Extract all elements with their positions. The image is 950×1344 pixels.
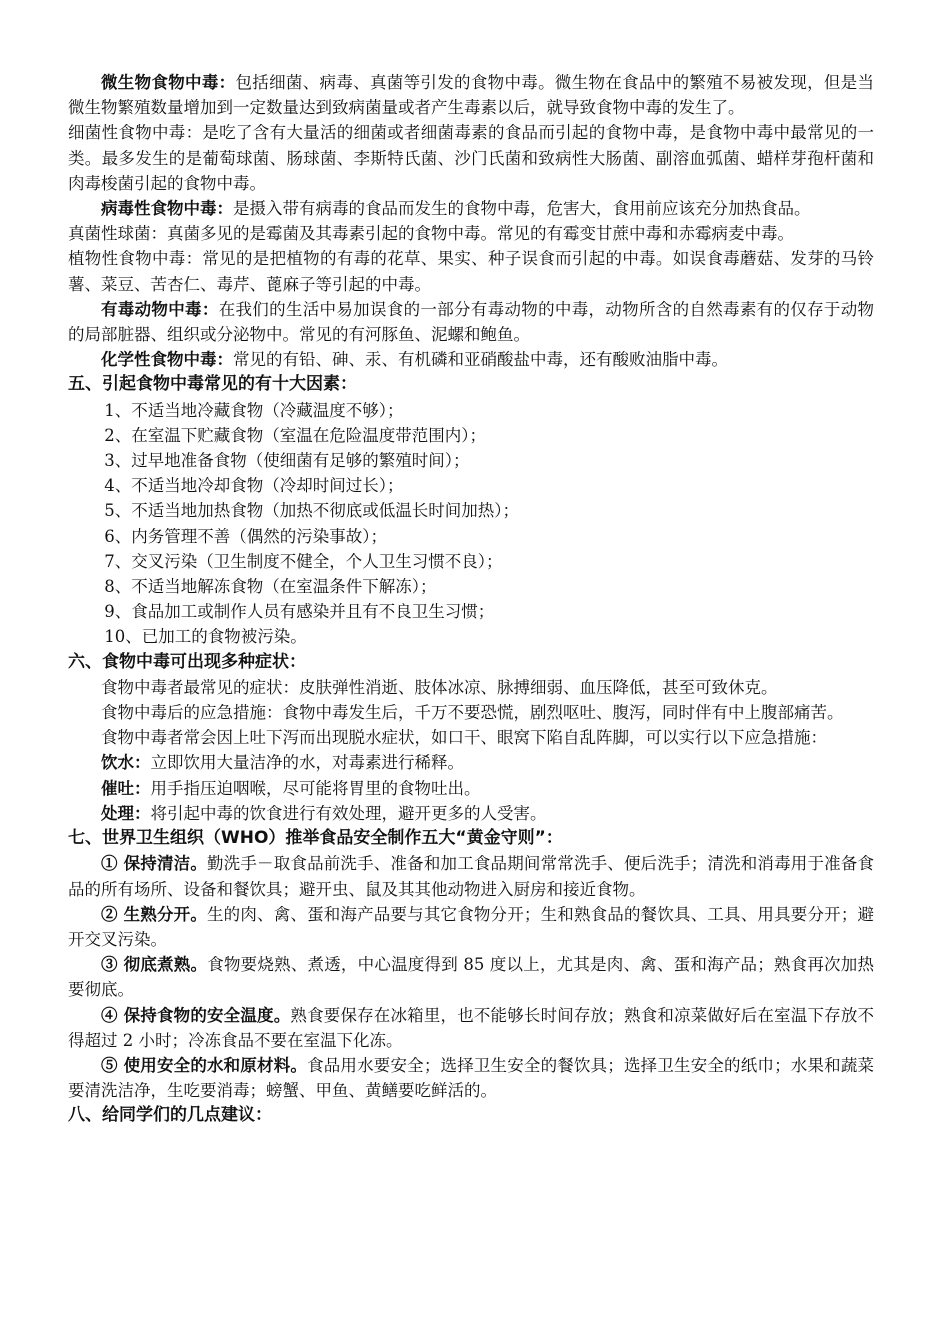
section-heading-7: 七、世界卫生组织（WHO）推举食品安全制作五大“黄金守则”：: [68, 828, 563, 849]
section-heading-8: 八、给同学们的几点建议：: [68, 1105, 272, 1126]
para-label: 病毒性食物中毒：: [101, 199, 233, 219]
para-text: 常见的有铅、砷、汞、有机磷和亚硝酸盐中毒，还有酸败油脂中毒。: [233, 350, 728, 370]
rule-item: [68, 1003, 874, 1053]
rule-text: 勤洗手－取食品前洗手、准备和加工食品期间常常洗手、便后洗手；清洗和消毒用于准备食品的所有场所、设备和餐饮具；避开虫、鼠及其其他动物进入厨房和接近食物。: [68, 854, 874, 899]
measure-item: [68, 776, 874, 801]
rule-item: [68, 1053, 874, 1103]
measure-item: [68, 801, 874, 826]
para-bacterial: [68, 120, 874, 196]
factor-list: [68, 398, 874, 650]
emergency-paragraph: 食物中毒后的应急措施：食物中毒发生后，千万不要恐慌，剧烈呕吐、腹泻，同时伴有中上腹部痛苦。: [101, 703, 844, 723]
measure-label: 催吐：: [101, 778, 151, 798]
rule-label: ④ 保持食物的安全温度。: [101, 1005, 291, 1025]
measure-label: 饮水：: [101, 753, 151, 773]
list-item: 10、已加工的食物被污染。: [104, 627, 307, 647]
para-plant: [68, 246, 874, 296]
rule-label: ① 保持清洁。: [101, 854, 207, 874]
rule-label: ② 生熟分开。: [101, 904, 207, 924]
para-text: 植物性食物中毒：常见的是把植物的有毒的花草、果实、种子误食而引起的中毒。如误食毒蘑菇、发芽的马铃薯、菜豆、苦杏仁、毒芹、蓖麻子等引起的中毒。: [68, 249, 874, 294]
dehydration-paragraph: 食物中毒者常会因上吐下泻而出现脱水症状，如口干、眼窝下陷自乱阵脚，可以实行以下应急措施：: [101, 728, 827, 748]
list-item: 1、不适当地冷藏食物（冷藏温度不够）；: [104, 400, 404, 420]
para-text: 是摄入带有病毒的食品而发生的食物中毒，危害大，食用前应该充分加热食品。: [233, 199, 811, 219]
list-item: 8、不适当地解冻食物（在室温条件下解冻）；: [104, 577, 437, 597]
rule-label: ⑤ 使用安全的水和原材料。: [101, 1055, 308, 1075]
list-item: 2、在室温下贮藏食物（室温在危险温度带范围内）；: [104, 425, 487, 445]
symptom-paragraph: 食物中毒者最常见的症状：皮肤弹性消逝、肢体冰凉、脉搏细弱、血压降低，甚至可致休克。: [101, 677, 778, 697]
rule-item: [68, 952, 874, 1002]
list-item: 7、交叉污染（卫生制度不健全，个人卫生习惯不良）；: [104, 551, 503, 571]
measure-item: [68, 750, 874, 775]
para-text: 包括细菌、病毒、真菌等引发的食物中毒。微生物在食品中的繁殖不易被发现，但是当微生物繁殖数量增加到一定数量达到致病菌量或者产生毒素以后，就导致食物中毒的发生了。: [68, 73, 875, 118]
para-fungal: [68, 221, 874, 246]
rule-text: 食物要烧熟、煮透，中心温度得到 85 度以上，尤其是肉、禽、蛋和海产品；熟食再次加热要彻底。: [68, 955, 874, 1000]
para-microbial: [68, 70, 874, 120]
para-animal: [68, 297, 874, 347]
document-page: [68, 70, 874, 1129]
para-text: 真菌性球菌：真菌多见的是霉菌及其毒素引起的食物中毒。常见的有霉变甘蔗中毒和赤霉病麦中毒。: [68, 224, 794, 244]
rule-text: 食品用水要安全；选择卫生安全的餐饮具；选择卫生安全的纸巾；水果和蔬菜要清洗洁净，生吃要消毒；螃蟹、甲鱼、黄鳝要吃鲜活的。: [68, 1055, 874, 1101]
para-text: 在我们的生活中易加误食的一部分有毒动物的中毒，动物所含的自然毒素有的仅存于动物的局部脏器、组织或分泌物中。常见的有河豚鱼、泥螺和鲍鱼。: [68, 299, 875, 345]
para-label: 化学性食物中毒：: [101, 350, 233, 370]
measure-text: 将引起中毒的饮食进行有效处理，避开更多的人受害。: [150, 803, 547, 823]
measure-text: 用手指压迫咽喉，尽可能将胃里的食物吐出。: [150, 778, 481, 798]
section-heading-5: 五、引起食物中毒常见的有十大因素：: [68, 374, 357, 395]
para-text: 细菌性食物中毒：是吃了含有大量活的细菌或者细菌毒素的食品而引起的食物中毒，是食物中毒中最常见的一类。最多发生的是葡萄球菌、肠球菌、李斯特氏菌、沙门氏菌和致病性大肠菌、副溶血弧菌、蜡样芽孢杆菌和肉毒梭菌引起的食物中毒。: [68, 123, 874, 193]
para-label: 有毒动物中毒：: [101, 299, 219, 319]
rule-text: 生的肉、禽、蛋和海产品要与其它食物分开；生和熟食品的餐饮具、工具、用具要分开；避开交叉污染。: [68, 904, 874, 949]
measure-text: 立即饮用大量洁净的水，对毒素进行稀释。: [150, 753, 464, 773]
measure-label: 处理：: [101, 803, 151, 823]
list-item: 5、不适当地加热食物（加热不彻底或低温长时间加热）；: [104, 501, 520, 521]
list-item: 3、过早地准备食物（使细菌有足够的繁殖时间）；: [104, 451, 470, 471]
section-heading-6: 六、食物中毒可出现多种症状：: [68, 651, 306, 672]
para-label: 微生物食物中毒：: [101, 73, 236, 92]
rule-item: [68, 902, 874, 952]
para-chemical: [68, 347, 874, 372]
rule-item: [68, 851, 874, 901]
list-item: 4、不适当地冷却食物（冷却时间过长）；: [104, 476, 404, 496]
rule-text: 熟食要保存在冰箱里，也不能够长时间存放；熟食和凉菜做好后在室温下存放不得超过 2 小时；冷冻食品不要在室温下化冻。: [68, 1005, 875, 1050]
rule-label: ③ 彻底煮熟。: [101, 955, 208, 975]
para-viral: [68, 196, 874, 221]
list-item: 9、食品加工或制作人员有感染并且有不良卫生习惯；: [104, 602, 495, 622]
list-item: 6、内务管理不善（偶然的污染事故）；: [104, 526, 388, 546]
